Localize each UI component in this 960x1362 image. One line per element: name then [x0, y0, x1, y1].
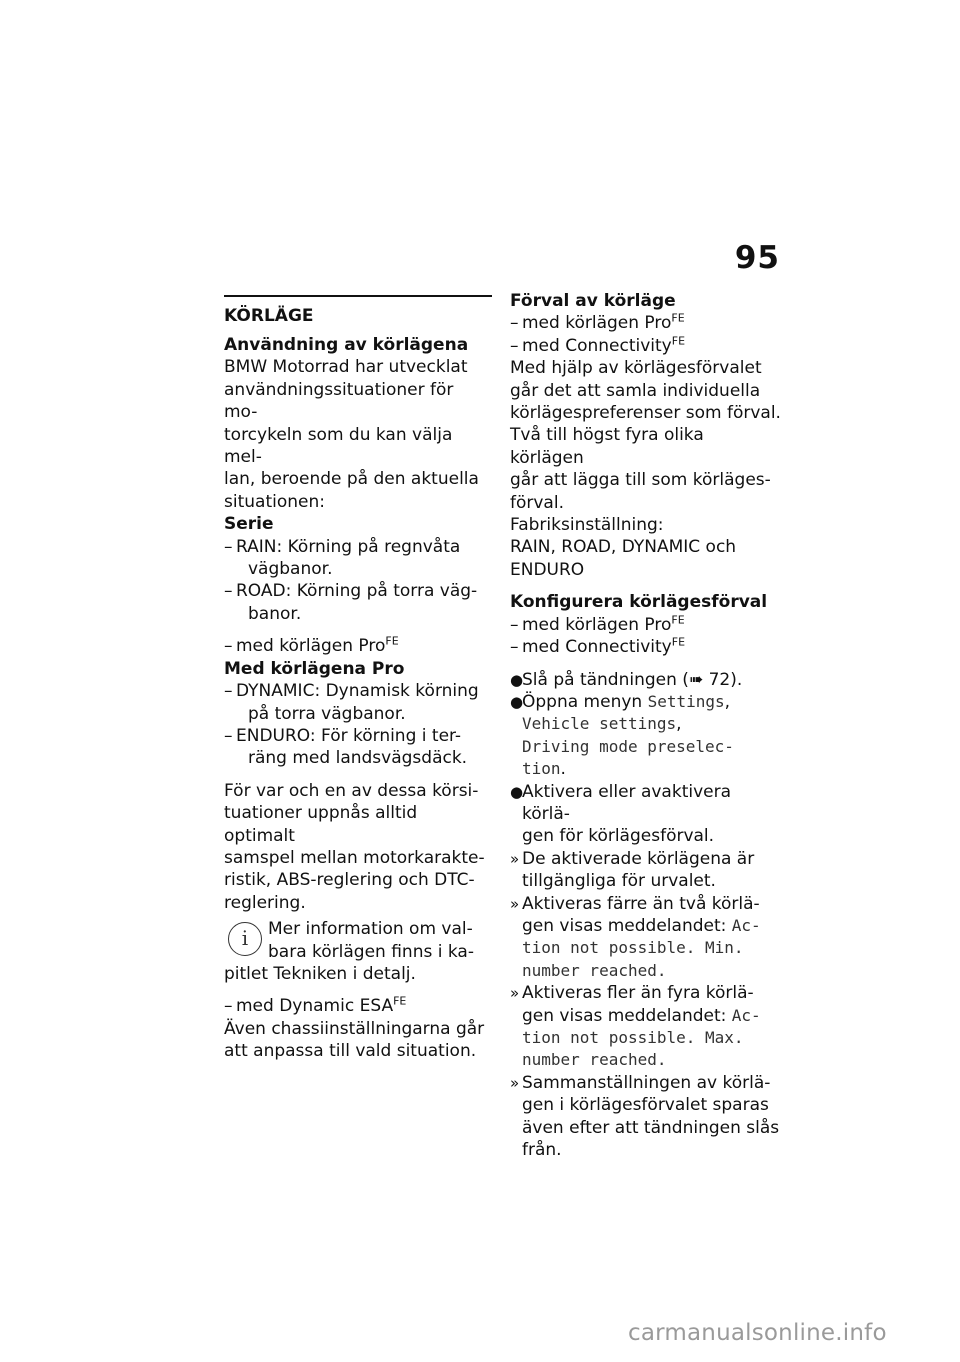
bullet-marker: ●	[510, 692, 524, 711]
step-item: ● Aktivera eller avaktivera körlä- gen för körlägesförval.	[510, 781, 732, 847]
page-number: 95	[734, 240, 780, 276]
usage-heading: Användning av körlägena	[224, 335, 469, 355]
result-arrow-icon: »	[510, 984, 520, 1003]
result-arrow-icon: »	[510, 894, 520, 913]
section-rule	[224, 295, 492, 297]
result-item: » De aktiverade körlägena är tillgängliga för urvalet.	[510, 848, 755, 892]
dash-marker: –	[224, 536, 233, 557]
list-item: – ROAD: Körning på torra väg- banor.	[224, 581, 478, 624]
menu-driving-mode: Driving mode preselec-	[522, 736, 734, 756]
pro-heading: Med körlägena Pro	[224, 658, 405, 679]
usage-paragraph: BMW Motorrad har utvecklat användningssituationer för mo- torcykeln som du kan välja mel- lan, beroende på den aktuella situationen:	[224, 357, 479, 512]
result-item: » Aktiveras fler än fyra körlä- gen visas meddelandet: Ac- tion not possible. Max. number reached.	[510, 982, 782, 1072]
watermark: carmanualsonline.info	[628, 1320, 887, 1346]
section-title: KÖRLÄGE	[224, 306, 314, 326]
config-heading: Konfigurera körlägesförval	[510, 592, 768, 613]
option-pro: – med körlägen Pro$^{FE}$	[510, 613, 685, 635]
message-min: tion not possible. Min.	[522, 938, 744, 958]
menu-settings: Settings	[647, 691, 725, 711]
list-item: – RAIN: Körning på regnvåta vägbanor.	[224, 536, 461, 580]
preselect-paragraph: Med hjälp av körlägesförvalet går det att samla individuella körlägespreferenser som förval. Två till högst fyra olika körlägen går att lägga till som körläges- förval. Fabriksinställning: RAIN, ROAD, DYNAMIC och ENDURO	[510, 358, 781, 580]
result-arrow-icon: »	[510, 849, 520, 868]
message-max: tion not possible. Max.	[522, 1028, 744, 1047]
option-connectivity: – med Connectivity$^{FE}$	[510, 635, 686, 658]
info-icon: i	[228, 922, 262, 956]
optimal-paragraph: För var och en av dessa körsi- tuationer uppnås alltid optimalt samspel mellan motorkarakte- ristik, ABS-reglering och DTC- reglering.	[224, 780, 485, 913]
esa-paragraph: Även chassiinställningarna går att anpassa till vald situation.	[224, 1018, 485, 1062]
preselect-heading: Förval av körläge	[510, 291, 676, 311]
page-ref-link[interactable]: 72	[708, 669, 731, 690]
serie-heading: Serie	[224, 514, 274, 535]
result-item: » Sammanställningen av körlä- gen i körlägesförvalet sparas även efter att tändningen slås från.	[510, 1072, 780, 1161]
step-item: ● Öppna menyn Settings, Vehicle settings, Driving mode preselec- tion.	[510, 691, 734, 780]
option-connectivity: – med Connectivity$^{FE}$	[510, 334, 686, 356]
list-item: – ENDURO: För körning i ter- räng med landsvägsdäck.	[224, 725, 468, 769]
option-pro: – med körlägen Pro$^{FE}$	[224, 634, 399, 657]
menu-vehicle-settings: Vehicle settings	[522, 714, 677, 734]
result-arrow-icon: »	[510, 1073, 520, 1092]
info-note: i Mer information om val- bara körlägen finns i ka- pitlet Tekniken i detalj.	[224, 919, 474, 984]
option-esa: – med Dynamic $ESA^{FE}$	[224, 994, 407, 1017]
page-ref-arrow-icon: ➠	[688, 669, 704, 690]
dash-marker: –	[224, 581, 233, 602]
list-item: – DYNAMIC: Dynamisk körning på torra vägbanor.	[224, 681, 479, 724]
bullet-marker: ●	[510, 782, 524, 801]
step-item: ● Slå på tändningen (➠ 72).	[510, 669, 743, 690]
option-pro: – med körlägen Pro$^{FE}$	[510, 311, 685, 334]
right-column	[510, 290, 782, 1161]
result-item: » Aktiveras färre än två körlä- gen visas meddelandet: Ac- tion not possible. Min. number reached.	[510, 893, 782, 983]
bullet-marker: ●	[510, 670, 524, 689]
left-column	[224, 295, 492, 1063]
